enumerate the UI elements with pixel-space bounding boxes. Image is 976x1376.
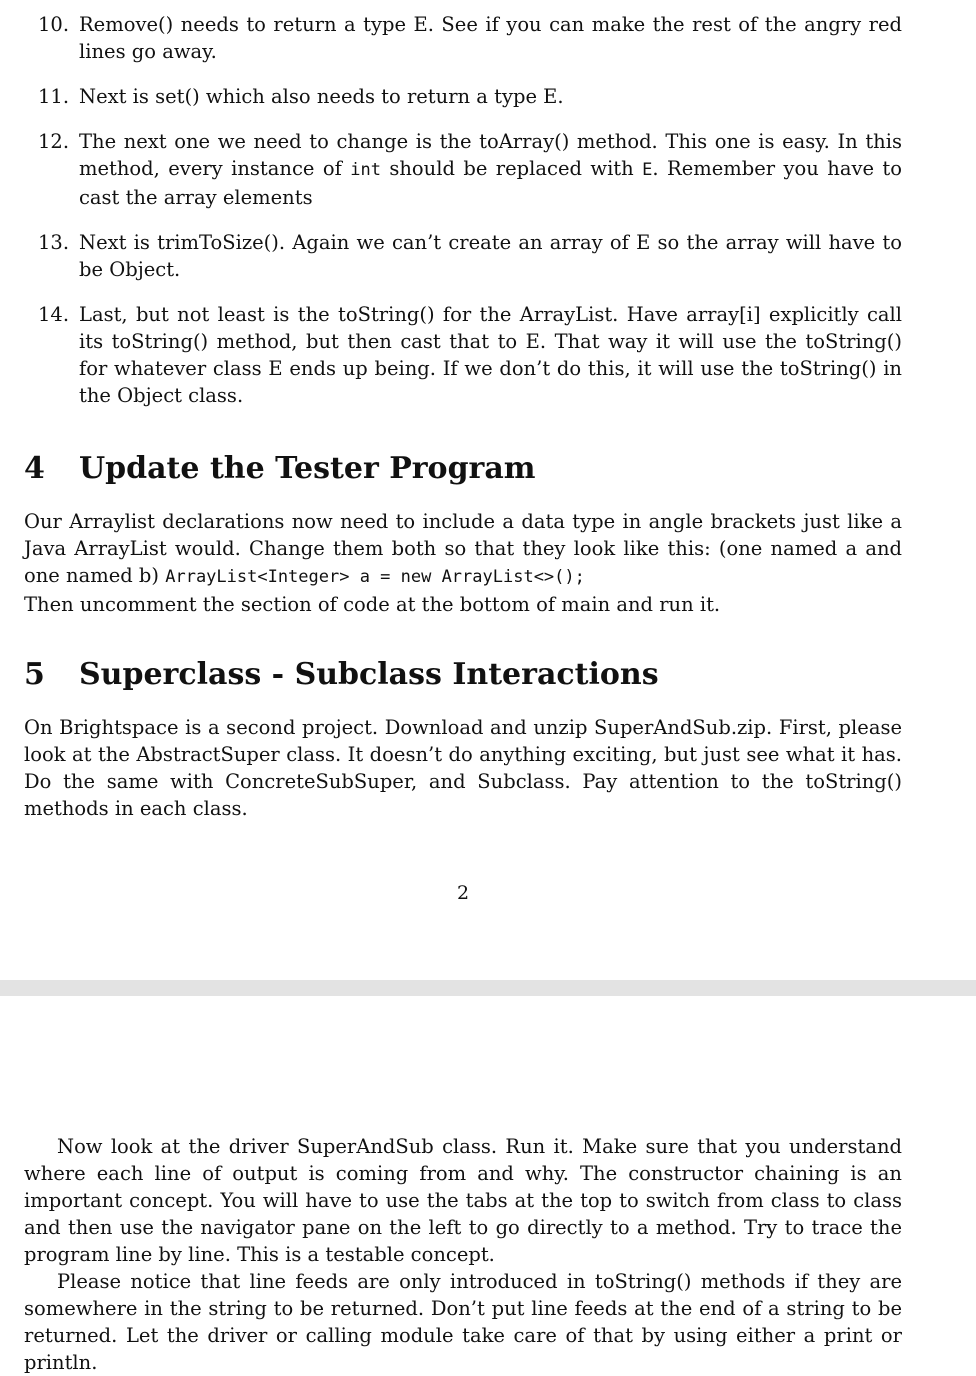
inline-code: ArrayList<Integer> a = new ArrayList<>();: [165, 567, 585, 587]
document-page-2: [0, 996, 976, 1374]
list-item-number: 12.: [38, 130, 70, 153]
section-title: Superclass - Subclass Interactions: [79, 657, 659, 692]
paragraph-text: Our Arraylist declarations now need to include a data type in angle brackets just like a Java ArrayList would. Change them both so that they look like this: (one named a and one named b): [24, 510, 902, 587]
list-item-number: 10.: [38, 13, 70, 36]
list-item-number: 11.: [38, 85, 70, 108]
section-heading-4: [24, 451, 924, 487]
list-item-text: . Remember you have to cast the array elements: [79, 157, 902, 209]
list-item-text: Next is trimToSize(). Again we can’t create an array of E so the array will have to be Object.: [79, 231, 902, 281]
list-item-number: 13.: [38, 231, 70, 254]
list-item-text: Remove() needs to return a type E. See if you can make the rest of the angry red lines go away.: [79, 13, 902, 63]
paragraph: Now look at the driver SuperAndSub class. Run it. Make sure that you understand where each line of output is coming from and why. The constructor chaining is an important concept. You will have to use the tabs at the top to switch from class to class and then use the navigator pane on the left to go directly to a method. Try to trace the program line by line. This is a testable concept.: [24, 1135, 902, 1266]
section-5-paragraph: On Brightspace is a second project. Download and unzip SuperAndSub.zip. First, please look at the AbstractSuper class. It doesn’t do anything exciting, but just see what it has. Do the same with ConcreteSubSuper, and Subclass. Pay attention to the toString() methods in each class.: [24, 716, 902, 820]
list-item: [24, 229, 902, 283]
inline-code: E: [642, 160, 653, 180]
list-item: [24, 11, 902, 65]
numbered-list: [24, 11, 902, 427]
section-number: 4: [24, 451, 45, 486]
section-4-paragraph: [24, 508, 902, 618]
list-item-text: Next is set() which also needs to return a type E.: [79, 85, 564, 108]
list-item-text: The next one we need to change is the toArray() method. This one is easy. In this method, every instance of: [79, 130, 902, 180]
list-item: [24, 83, 902, 110]
page-number: 2: [456, 882, 470, 904]
list-item-text: Last, but not least is the toString() for the ArrayList. Have array[i] explicitly call its toString() method, but then cast that to E. That way it will use the toString() for whatever class E ends up being. If we don’t do this, it will use the toString() in the Object class.: [79, 303, 902, 407]
page-separator: [0, 980, 976, 996]
list-item-text: should be replaced with: [380, 157, 643, 180]
list-item: [24, 128, 902, 211]
section-title: Update the Tester Program: [79, 451, 536, 486]
paragraph: Please notice that line feeds are only introduced in toString() methods if they are somewhere in the string to be returned. Don’t put line feeds at the end of a string to be returned. Let the driver or calling module take care of that by using either a print or println.: [24, 1270, 902, 1374]
paragraph-text: Then uncomment the section of code at the bottom of main and run it.: [24, 593, 721, 616]
list-item: [24, 301, 902, 409]
list-item-number: 14.: [38, 303, 70, 326]
section-number: 5: [24, 657, 45, 692]
inline-code: int: [350, 160, 381, 180]
section-heading-5: [24, 657, 924, 693]
